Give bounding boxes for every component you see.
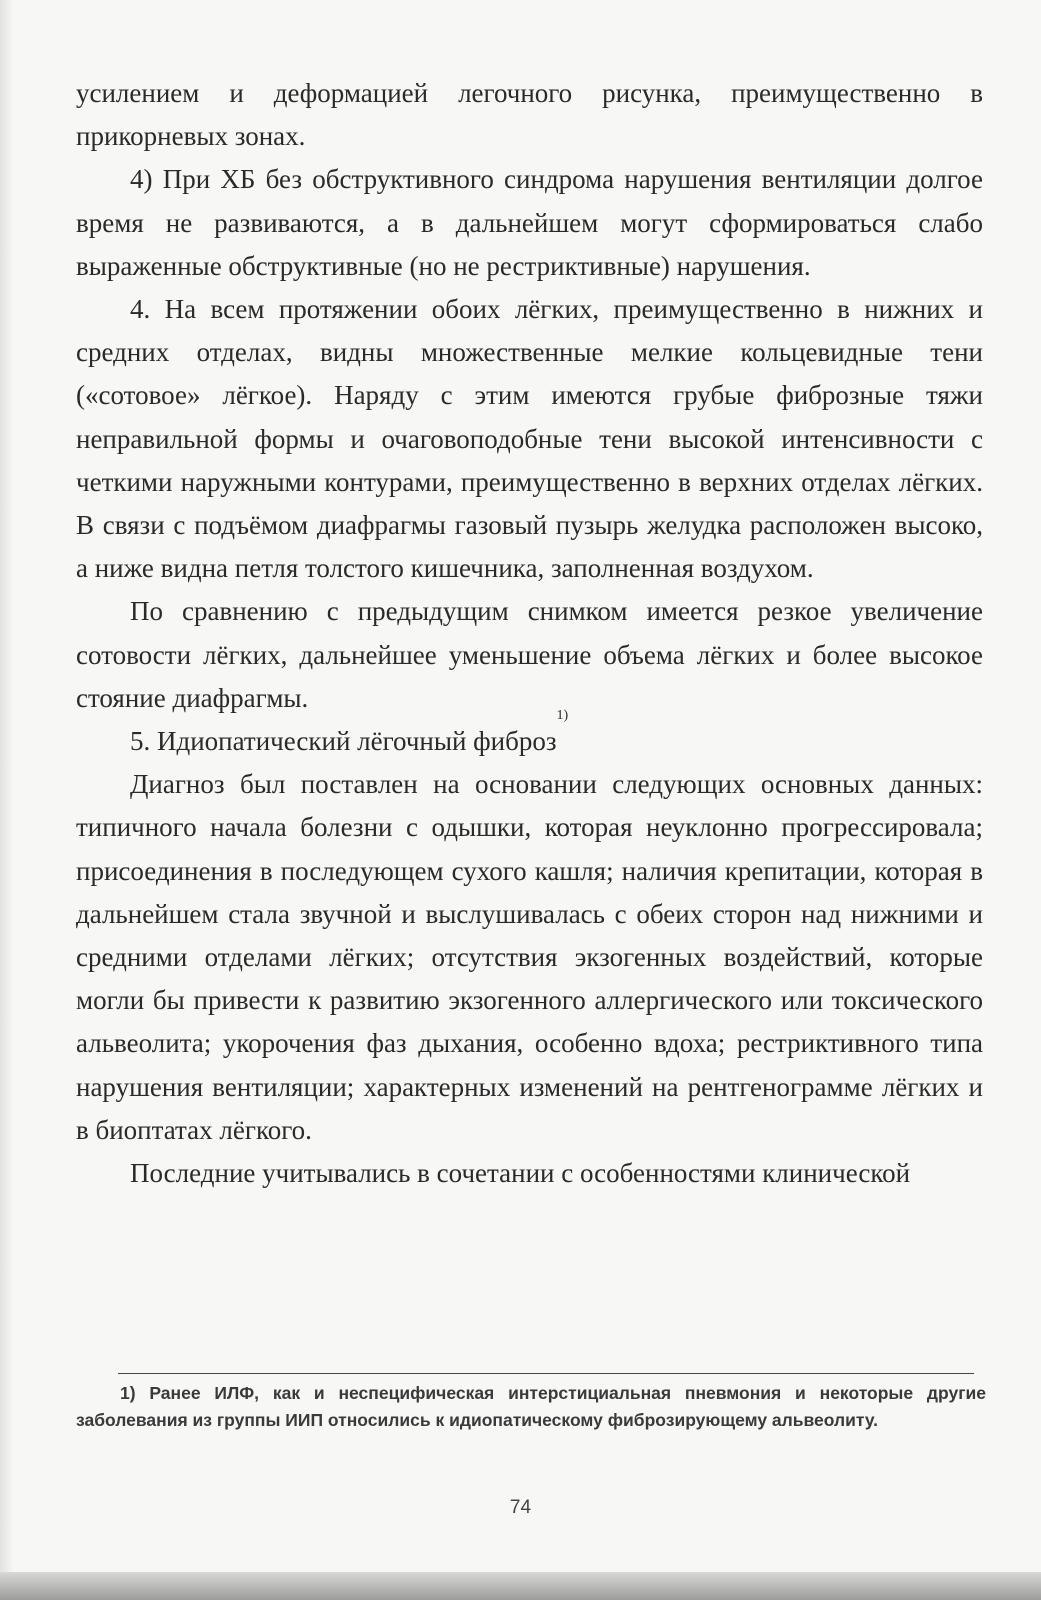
section-heading [76, 708, 983, 763]
footnote-text: 1) Ранее ИЛФ, как и неспецифическая интерстициальная пневмония и некоторые другие заболевания из группы ИИП относились к идиопатическому фиброзирующему альвеолиту. [76, 1383, 986, 1430]
page-left-shadow [0, 0, 14, 1600]
page-bottom-edge [0, 1572, 1041, 1600]
paragraph-item-4-xray: 4. На всем протяжении обоих лёгких, преимущественно в нижних и средних отделах, видны множественные мелкие кольцевидные тени («сотовое» лёгкое). Наряду с этим имеются грубые фиброзные тяжи неправильной формы и очаговоподобные тени высокой интенсивности с четкими наружными контурами, преимущественно в верхних отделах лёгких. В связи с подъёмом диафрагмы газовый пузырь желудка расположен высоко, а ниже видна петля толстого кишечника, заполненная воздухом. [76, 294, 983, 584]
main-text [76, 72, 983, 1195]
paragraph-comparison: По сравнению с предыдущим снимком имеется резкое увеличение сотовости лёгких, дальнейшее уменьшение объема лёгких и более высокое стояние диафрагмы. [76, 596, 983, 713]
paragraph-continuation: усилением и деформацией легочного рисунка, преимущественно в прикорневых зонах. [76, 78, 983, 152]
section-heading-text: 5. Идиопатический лёгочный фиброз [130, 726, 557, 757]
footnote-mark: 1) [556, 708, 569, 724]
footnote-divider [118, 1373, 974, 1374]
page-number: 74 [509, 1497, 532, 1518]
paragraph-last: Последние учитывались в сочетании с особенностями клинической [130, 1158, 911, 1189]
paragraph-item-4-chb: 4) При ХБ без обструктивного синдрома нарушения вентиляции долгое время не развиваются, а в дальнейшем могут сформироваться слабо выраженные обструктивные (но не рестриктивные) нарушения. [76, 164, 983, 281]
paragraph-diagnosis: Диагноз был поставлен на основании следующих основных данных: типичного начала болезни с одышки, которая неуклонно прогрессировала; присоединения в последующем сухого кашля; наличия крепитации, которая в дальнейшем стала звучной и выслушивалась с обеих сторон над нижними и средними отделами лёгких; отсутствия экзогенных воздействий, которые могли бы привести к развитию экзогенного аллергического или токсического альвеолита; укорочения фаз дыхания, особенно вдоха; рестриктивного типа нарушения вентиляции; характерных изменений на рентгенограмме лёгких и в биоптатах лёгкого. [76, 769, 983, 1145]
